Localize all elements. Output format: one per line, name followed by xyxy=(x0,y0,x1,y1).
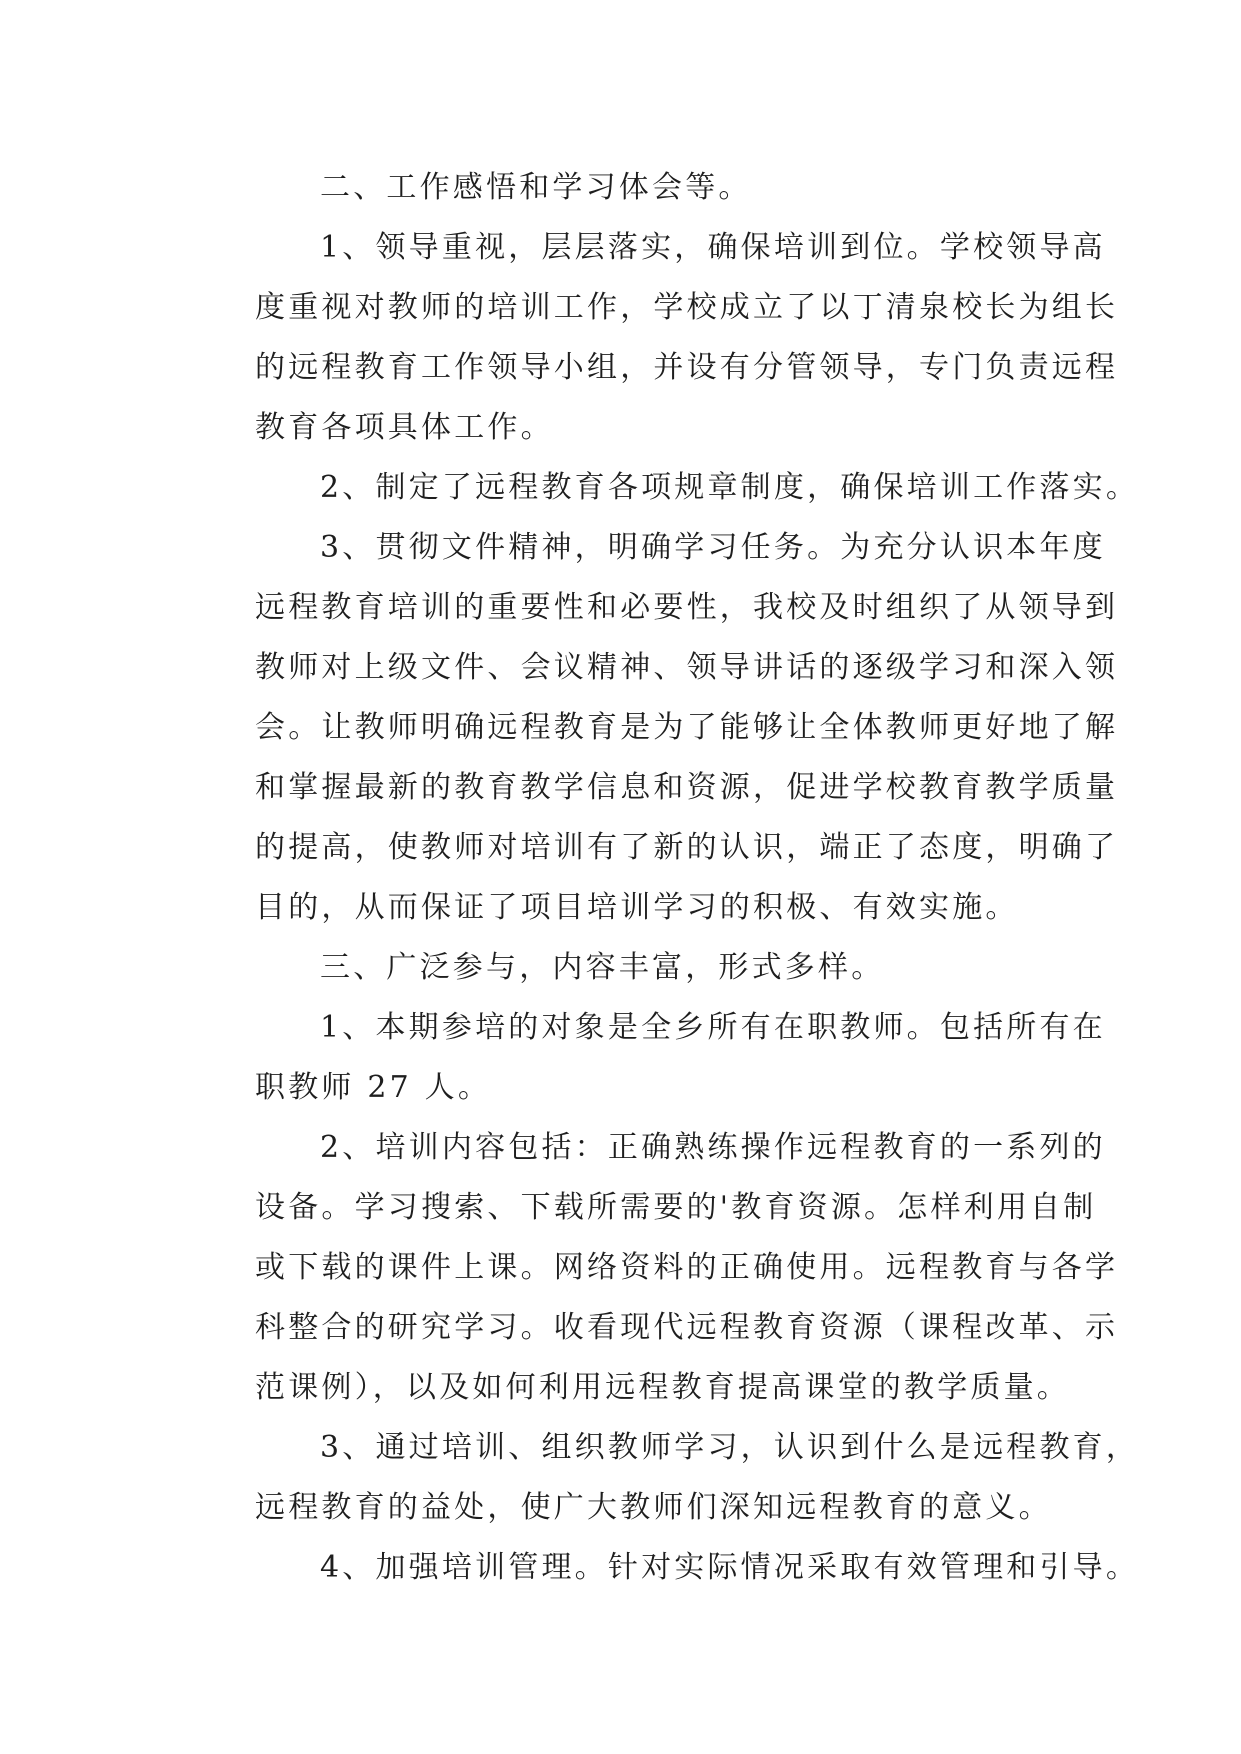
document-body xyxy=(190,158,1140,1598)
text-line: 教师对上级文件、会议精神、领导讲话的逐级学习和深入领 xyxy=(255,650,1119,685)
text-line: 1、领导重视，层层落实，确保培训到位。学校领导高 xyxy=(320,230,1106,265)
text-line: 2、培训内容包括：正确熟练操作远程教育的一系列的 xyxy=(320,1130,1106,1165)
text-line: 度重视对教师的培训工作，学校成立了以丁清泉校长为组长 xyxy=(255,290,1119,325)
paragraph-2-1 xyxy=(190,218,1119,458)
paragraph-2-3 xyxy=(190,518,1119,938)
text-line: 会。让教师明确远程教育是为了能够让全体教师更好地了解 xyxy=(255,710,1119,745)
text-line: 目的，从而保证了项目培训学习的积极、有效实施。 xyxy=(255,890,1019,925)
paragraph-3-3 xyxy=(190,1418,1140,1538)
text-line: 科整合的研究学习。收看现代远程教育资源（课程改革、示 xyxy=(255,1310,1119,1345)
text-line: 3、通过培训、组织教师学习，认识到什么是远程教育， xyxy=(320,1430,1140,1465)
text-line: 的远程教育工作领导小组，并设有分管领导，专门负责远程 xyxy=(255,350,1119,385)
paragraph-section-3-heading xyxy=(190,938,1075,998)
text-line: 教育各项具体工作。 xyxy=(255,410,554,445)
text-line: 职教师 27 人。 xyxy=(255,1070,492,1105)
text-line: 远程教育的益处，使广大教师们深知远程教育的意义。 xyxy=(255,1490,1052,1525)
text-line: 二、工作感悟和学习体会等。 xyxy=(320,170,752,205)
text-line: 1、本期参培的对象是全乡所有在职教师。包括所有在 xyxy=(320,1010,1106,1045)
text-line: 设备。学习搜索、下载所需要的'教育资源。怎样利用自制 xyxy=(255,1190,1097,1225)
text-line: 和掌握最新的教育教学信息和资源，促进学校教育教学质量 xyxy=(255,770,1119,805)
paragraph-section-2-heading xyxy=(190,158,1075,218)
text-line: 三、广泛参与，内容丰富，形式多样。 xyxy=(320,950,885,985)
text-line: 远程教育培训的重要性和必要性，我校及时组织了从领导到 xyxy=(255,590,1119,625)
text-line: 2、制定了远程教育各项规章制度，确保培训工作落实。 xyxy=(320,470,1140,505)
text-line: 3、贯彻文件精神，明确学习任务。为充分认识本年度 xyxy=(320,530,1106,565)
text-line: 或下载的课件上课。网络资料的正确使用。远程教育与各学 xyxy=(255,1250,1119,1285)
text-line: 范课例），以及如何利用远程教育提高课堂的教学质量。 xyxy=(255,1370,1070,1405)
text-line: 的提高，使教师对培训有了新的认识，端正了态度，明确了 xyxy=(255,830,1119,865)
paragraph-3-1 xyxy=(190,998,1106,1118)
paragraph-3-2 xyxy=(190,1118,1119,1418)
paragraph-3-4 xyxy=(190,1538,1140,1598)
text-line: 4、加强培训管理。针对实际情况采取有效管理和引导。 xyxy=(320,1550,1140,1585)
paragraph-2-2 xyxy=(190,458,1140,518)
